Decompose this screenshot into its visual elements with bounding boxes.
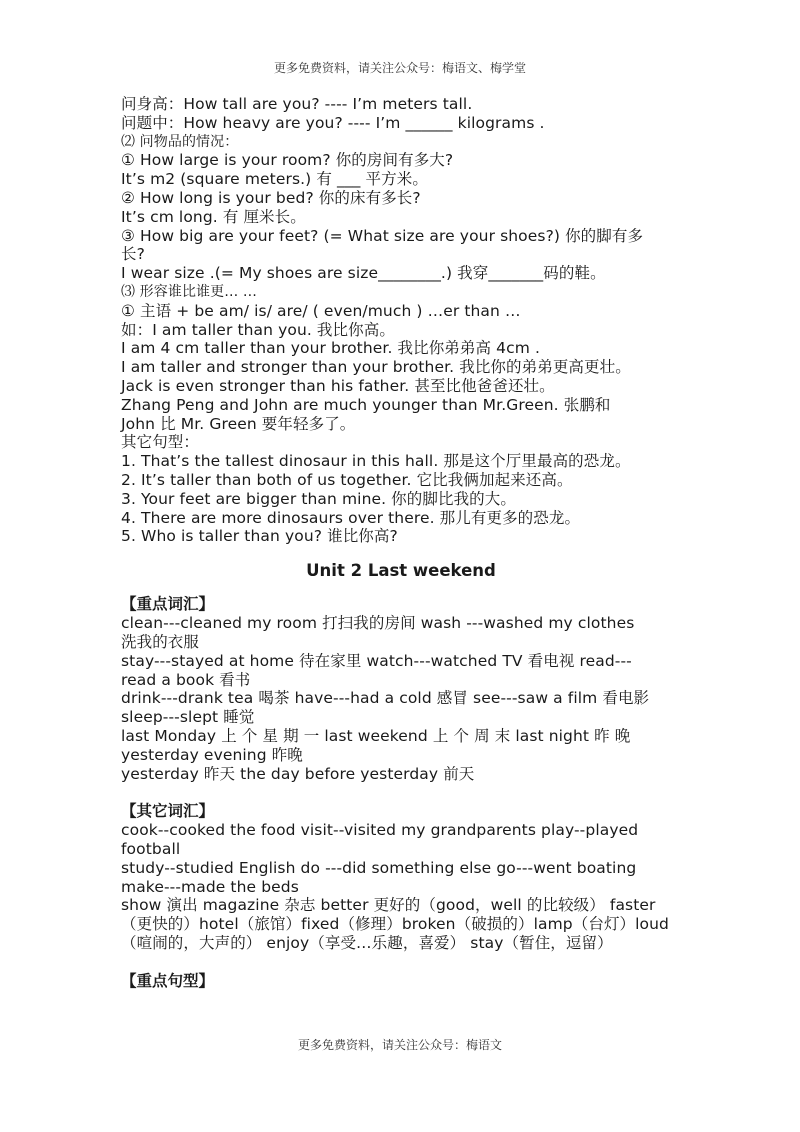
text-line: last Monday 上 个 星 期 一 last weekend 上 个 周 末 last night 昨 晚 [121,726,631,745]
unit-title: Unit 2 Last weekend [306,561,496,581]
text-line: （喧闹的，大声的） enjoy（享受…乐趣，喜爱） stay（暂住，逗留） [121,934,613,953]
text-line: It’s m2 (square meters.) 有 ___ 平方米。 [121,170,428,189]
text-line: ③ How big are your feet? (= What size are your shoes?) 你的脚有多 [121,226,644,245]
text-line: 5. Who is taller than you? 谁比你高? [121,527,398,546]
text-line: yesterday evening 昨晚 [121,745,303,764]
page-header: 更多免费资料，请关注公众号：梅语文、梅学堂 [273,61,526,75]
section-size-questions [121,95,681,546]
text-line: ② How long is your bed? 你的床有多长? [121,188,421,207]
text-line: I am 4 cm taller than your brother. 我比你弟弟高 4cm . [121,339,540,358]
text-line: 如：I am taller than you. 我比你高。 [121,320,395,339]
text-line: 长? [121,245,145,264]
text-line: Zhang Peng and John are much younger than Mr.Green. 张鹏和 [121,395,611,414]
key-vocab-section [121,614,681,783]
text-line: Jack is even stronger than his father. 甚至比他爸爸还壮。 [121,376,555,395]
text-line: sleep---slept 睡觉 [121,708,255,727]
text-line: 其它句型： [121,433,200,452]
text-line: show 演出 magazine 杂志 better 更好的（good，well 的比较级） faster [121,896,656,915]
text-line: ① How large is your room? 你的房间有多大? [121,151,454,170]
text-line: ⑶ 形容谁比谁更… … [121,283,257,300]
key-vocab-heading: 【重点词汇】 [121,595,215,614]
text-line: 4. There are more dinosaurs over there. 那儿有更多的恐龙。 [121,508,581,527]
text-line: drink---drank tea 喝茶 have---had a cold 感冒 see---saw a film 看电影 [121,689,650,708]
text-line: I wear size .(= My shoes are size________.) 我穿_______码的鞋。 [121,264,606,283]
text-line: stay---stayed at home 待在家里 watch---watched TV 看电视 read--- [121,651,632,670]
text-line: John 比 Mr. Green 要年轻多了。 [121,414,356,433]
text-line: 问身高：How tall are you? ---- I’m meters tall. [121,95,473,113]
text-line: ⑵ 问物品的情况： [121,133,239,150]
text-line: make---made the beds [121,877,299,896]
text-line: I am taller and stronger than your brother. 我比你的弟弟更高更壮。 [121,358,631,377]
text-line: 2. It’s taller than both of us together. 它比我俩加起来还高。 [121,470,573,489]
text-line: clean---cleaned my room 打扫我的房间 wash ---washed my clothes [121,614,635,633]
page-footer: 更多免费资料，请关注公众号：梅语文 [297,1038,502,1052]
text-line: cook--cooked the food visit--visited my grandparents play--played [121,821,639,840]
text-line: yesterday 昨天 the day before yesterday 前天 [121,764,475,783]
text-line: 洗我的衣服 [121,632,200,651]
other-vocab-section [121,821,681,953]
document-body [121,95,681,991]
other-vocab-heading: 【其它词汇】 [121,802,215,821]
text-line: 3. Your feet are bigger than mine. 你的脚比我的大。 [121,489,516,508]
text-line: 1. That’s the tallest dinosaur in this hall. 那是这个厅里最高的恐龙。 [121,452,631,471]
text-line: study--studied English do ---did something else go---went boating [121,858,637,877]
text-line: 问题中：How heavy are you? ---- I’m ______ kilograms . [121,113,545,132]
text-line: ① 主语 + be am/ is/ are/ ( even/much ) …er than … [121,301,521,320]
text-line: （更快的）hotel（旅馆）fixed（修理）broken（破损的）lamp（台灯）loud [121,915,669,934]
text-line: football [121,840,181,859]
text-line: It’s cm long. 有 厘米长。 [121,207,306,226]
text-line: read a book 看书 [121,670,251,689]
key-sentences-heading: 【重点句型】 [121,971,215,990]
